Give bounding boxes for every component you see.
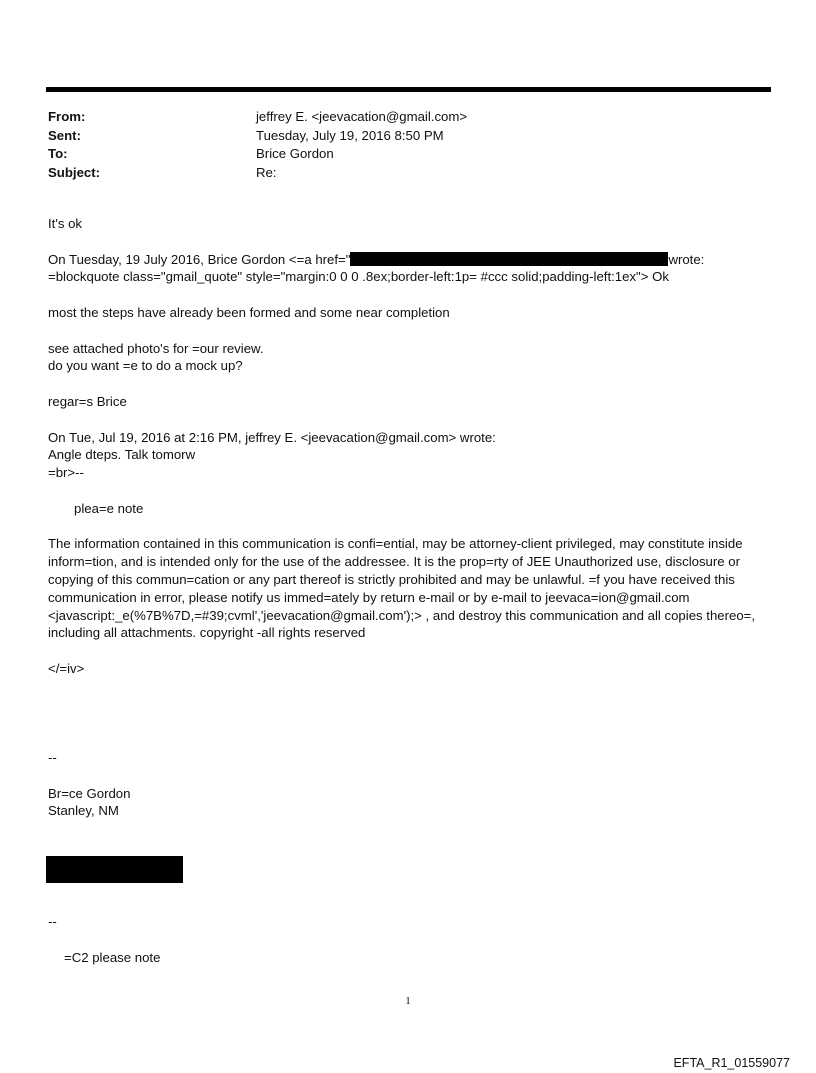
to-label: To: (48, 146, 68, 161)
sent-value: Tuesday, July 19, 2016 8:50 PM (256, 127, 444, 143)
from-label: From: (48, 109, 86, 124)
subject-label: Subject: (48, 164, 101, 180)
photos-line: see attached photo's for =our review. (48, 340, 264, 356)
from-row (48, 108, 467, 127)
to-row (48, 145, 467, 164)
sent-label: Sent: (48, 127, 81, 143)
subject-row (48, 164, 467, 183)
disclaimer: The information contained in this communication is confi=ential, may be attorney-client privileged, may constitute inside inform=tion, and is intended only for the use of the addressee. It is the prop=rty of JEE Unauthorized use, disclosure or copying of this commun=cation or any part thereof is strictly prohibited and may be unlawful. =f you have received this communication in error, please notify us immed=ately by return e-mail or by e-mail to jeevaca=ion@gmail.com <javascript:_e(%7B%7D,=#39;cvml','jeevacation@gmail.com');> , and destroy this communication and all copies thereo=, including all attachments. copyright -all rights reserved (48, 536, 756, 641)
blockquote-markup: =blockquote class="gmail_quote" style="margin:0 0 0 .8ex;border-left:1p= #ccc solid;padding-left:1ex"> Ok (48, 269, 669, 285)
quote2-line1: Angle dteps. Talk tomorw (48, 447, 196, 463)
email-body (48, 215, 763, 820)
email-tail (48, 913, 160, 966)
regards-line: regar=s Brice (48, 393, 127, 409)
steps-line: most the steps have already been formed and some near completion (48, 304, 450, 320)
quote-intro (48, 251, 763, 269)
page-number: 1 (405, 995, 411, 1007)
quote2-line2: =br>-- (48, 465, 84, 481)
div-close: </=iv> (48, 660, 85, 676)
tail-note: =C2 please note (64, 949, 161, 965)
mockup-line: do you want =e to do a mock up? (48, 358, 243, 374)
signature-location: Stanley, NM (48, 803, 119, 819)
tail-dashes: -- (48, 914, 57, 929)
sent-row (48, 127, 467, 146)
signature-dashes: -- (48, 749, 57, 765)
note-line: plea=e note (74, 500, 144, 516)
redaction-bar (350, 252, 668, 266)
subject-value: Re: (256, 164, 277, 180)
quote-intro-wrote: wrote: (668, 251, 705, 267)
reply-line: It's ok (48, 216, 83, 231)
signature-name: Br=ce Gordon (48, 785, 131, 801)
quote-intro-start: On Tuesday, 19 July 2016, Brice Gordon <=a href=" (48, 251, 351, 267)
quote2-intro: On Tue, Jul 19, 2016 at 2:16 PM, jeffrey E. <jeevacation@gmail.com> wrote: (48, 429, 496, 445)
header-rule (46, 87, 771, 92)
email-header (48, 108, 467, 182)
redaction-block (46, 856, 183, 883)
from-value: jeffrey E. <jeevacation@gmail.com> (256, 109, 468, 124)
document-id: EFTA_R1_01559077 (673, 1056, 790, 1070)
to-value: Brice Gordon (256, 146, 334, 161)
